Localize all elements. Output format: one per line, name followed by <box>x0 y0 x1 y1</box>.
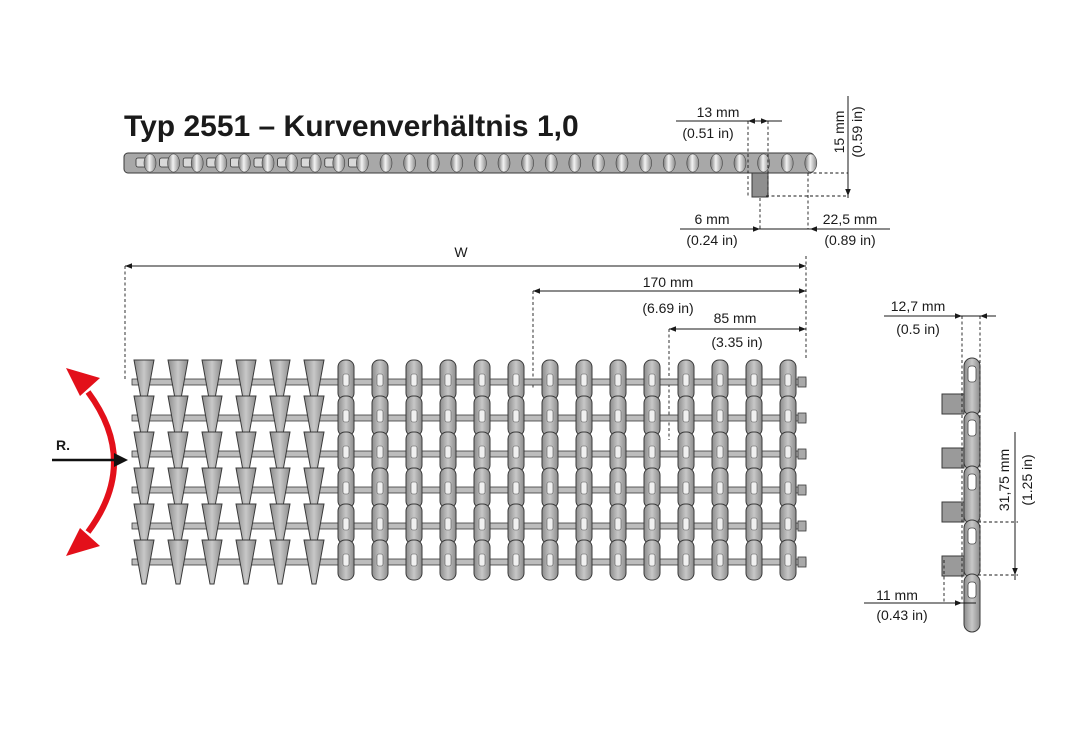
belt-link-slot <box>445 554 451 566</box>
belt-link-slot <box>343 518 349 530</box>
belt-link-slot <box>717 446 723 458</box>
height-in-label: (0.59 in) <box>849 106 865 158</box>
profile-roller <box>144 154 156 172</box>
pitch-in-label: (1.25 in) <box>1019 454 1035 506</box>
curve-arrow-group <box>52 368 128 556</box>
module-mm-label: 170 mm <box>642 274 694 290</box>
belt-link-slot <box>751 374 757 386</box>
belt-link-slot <box>683 518 689 530</box>
belt-link-slot <box>445 518 451 530</box>
belt-link-slot <box>717 554 723 566</box>
width-label: W <box>454 244 468 260</box>
belt-link-slot <box>343 446 349 458</box>
belt-link-slot <box>683 554 689 566</box>
belt-link-slot <box>581 518 587 530</box>
profile-roller <box>734 154 746 172</box>
belt-link-slot <box>377 374 383 386</box>
curve-arrow-head-top <box>66 368 100 396</box>
belt-link-slot <box>445 410 451 422</box>
page-title: Typ 2551 – Kurvenverhältnis 1,0 <box>124 110 579 143</box>
belt-edge-cap <box>798 377 806 387</box>
belt-link-slot <box>445 482 451 494</box>
profile-roller <box>333 154 345 172</box>
belt-link-slot <box>717 374 723 386</box>
belt-link-slot <box>547 554 553 566</box>
belt-link-slot <box>547 518 553 530</box>
belt-link-slot <box>717 410 723 422</box>
belt-plan-view <box>132 360 806 584</box>
profile-roller <box>380 154 392 172</box>
chain-link-hole <box>968 420 976 436</box>
side-width-in-label: (0.5 in) <box>896 321 940 337</box>
belt-link-slot <box>411 482 417 494</box>
profile-roller <box>498 154 510 172</box>
chain-link-hole <box>968 528 976 544</box>
profile-roller <box>522 154 534 172</box>
belt-link-slot <box>751 482 757 494</box>
double-headed-curved-arrow-icon <box>88 392 114 532</box>
chain-link-hole <box>968 474 976 490</box>
profile-roller <box>474 154 486 172</box>
belt-link-slot <box>513 482 519 494</box>
belt-edge-cap <box>798 521 806 531</box>
belt-link-slot <box>513 518 519 530</box>
belt-link-slot <box>581 446 587 458</box>
belt-link-slot <box>581 374 587 386</box>
profile-roller <box>805 154 817 172</box>
profile-roller <box>545 154 557 172</box>
belt-link-slot <box>785 446 791 458</box>
belt-link-slot <box>683 482 689 494</box>
profile-roller <box>238 154 250 172</box>
depth-mm-label: 22,5 mm <box>822 211 878 227</box>
profile-roller <box>451 154 463 172</box>
half-module-mm-label: 85 mm <box>713 310 757 326</box>
belt-link-slot <box>581 410 587 422</box>
belt-link-slot <box>411 554 417 566</box>
profile-roller <box>710 154 722 172</box>
belt-link-slot <box>343 482 349 494</box>
offset-mm-label: 6 mm <box>694 211 730 227</box>
belt-link-slot <box>615 482 621 494</box>
chain-guide-flap <box>942 556 964 576</box>
belt-link-slot <box>377 554 383 566</box>
belt-link-slot <box>785 410 791 422</box>
belt-link-slot <box>615 374 621 386</box>
chain-guide-flap <box>942 448 964 468</box>
top-profile-view <box>124 153 817 197</box>
belt-link-slot <box>649 446 655 458</box>
belt-link-slot <box>717 482 723 494</box>
profile-roller <box>191 154 203 172</box>
belt-link-slot <box>445 374 451 386</box>
belt-link-slot <box>785 482 791 494</box>
profile-roller <box>687 154 699 172</box>
profile-roller <box>427 154 439 172</box>
belt-link-slot <box>343 410 349 422</box>
belt-link-slot <box>411 446 417 458</box>
profile-roller <box>616 154 628 172</box>
belt-link-slot <box>649 518 655 530</box>
belt-link-slot <box>785 518 791 530</box>
profile-roller <box>569 154 581 172</box>
belt-link-slot <box>513 446 519 458</box>
side-width-mm-label: 12,7 mm <box>890 298 946 314</box>
belt-link-slot <box>785 374 791 386</box>
chain-guide-flap <box>942 394 964 414</box>
belt-link-slot <box>615 554 621 566</box>
belt-rod <box>132 379 806 385</box>
profile-roller <box>640 154 652 172</box>
belt-rod <box>132 523 806 529</box>
profile-roller <box>592 154 604 172</box>
pitch-mm-label: 31,75 mm <box>996 448 1012 512</box>
belt-link-slot <box>547 410 553 422</box>
half-module-in-label: (3.35 in) <box>711 334 763 350</box>
profile-roller <box>262 154 274 172</box>
radius-label: R. <box>56 437 70 453</box>
module-in-label: (6.69 in) <box>642 300 694 316</box>
belt-link-slot <box>513 374 519 386</box>
belt-edge-cap <box>798 485 806 495</box>
belt-link-slot <box>547 482 553 494</box>
width-dimensions <box>125 244 806 440</box>
chain-link-hole <box>968 582 976 598</box>
belt-rod <box>132 559 806 565</box>
curve-arrow-head-bottom <box>66 528 100 556</box>
belt-link-slot <box>513 554 519 566</box>
belt-link-slot <box>615 518 621 530</box>
belt-link-slot <box>649 410 655 422</box>
belt-link-slot <box>411 518 417 530</box>
belt-link-slot <box>377 410 383 422</box>
belt-link-slot <box>479 374 485 386</box>
belt-link-slot <box>581 482 587 494</box>
belt-rod <box>132 415 806 421</box>
profile-roller <box>309 154 321 172</box>
belt-edge-cap <box>798 413 806 423</box>
belt-link-slot <box>751 410 757 422</box>
top-width-in-label: (0.51 in) <box>682 125 734 141</box>
radius-arrow-head <box>114 453 128 467</box>
profile-roller <box>286 154 298 172</box>
belt-rod <box>132 487 806 493</box>
belt-link-slot <box>683 446 689 458</box>
belt-link-slot <box>377 518 383 530</box>
belt-rod <box>132 451 806 457</box>
profile-roller <box>404 154 416 172</box>
side-chain-view <box>942 358 980 632</box>
bottom-mm-label: 11 mm <box>876 587 918 603</box>
chain-link-hole <box>968 366 976 382</box>
profile-roller <box>356 154 368 172</box>
belt-link-slot <box>411 374 417 386</box>
belt-link-slot <box>377 482 383 494</box>
bottom-in-label: (0.43 in) <box>876 607 928 623</box>
belt-link-slot <box>445 446 451 458</box>
belt-link-slot <box>615 410 621 422</box>
belt-link-slot <box>751 518 757 530</box>
belt-link-slot <box>581 554 587 566</box>
belt-link-slot <box>377 446 383 458</box>
profile-roller <box>663 154 675 172</box>
profile-guide-tab <box>752 173 768 197</box>
belt-link-slot <box>479 554 485 566</box>
belt-link-slot <box>649 554 655 566</box>
belt-link-slot <box>717 518 723 530</box>
belt-link-slot <box>615 446 621 458</box>
belt-link-slot <box>649 374 655 386</box>
belt-link-slot <box>479 446 485 458</box>
belt-link-slot <box>683 410 689 422</box>
belt-edge-cap <box>798 449 806 459</box>
profile-roller <box>781 154 793 172</box>
belt-link-slot <box>343 554 349 566</box>
height-mm-label: 15 mm <box>831 110 847 154</box>
belt-link-slot <box>411 410 417 422</box>
belt-link-slot <box>547 446 553 458</box>
belt-link-slot <box>343 374 349 386</box>
belt-link-slot <box>479 482 485 494</box>
belt-link-slot <box>683 374 689 386</box>
belt-link-slot <box>479 518 485 530</box>
offset-in-label: (0.24 in) <box>686 232 738 248</box>
belt-link-slot <box>547 374 553 386</box>
belt-link-slot <box>649 482 655 494</box>
chain-guide-flap <box>942 502 964 522</box>
profile-roller <box>168 154 180 172</box>
top-width-mm-label: 13 mm <box>696 104 740 120</box>
belt-edge-cap <box>798 557 806 567</box>
belt-link-slot <box>751 446 757 458</box>
belt-link-slot <box>479 410 485 422</box>
belt-link-slot <box>513 410 519 422</box>
profile-roller <box>215 154 227 172</box>
belt-link-slot <box>751 554 757 566</box>
belt-link-slot <box>785 554 791 566</box>
depth-in-label: (0.89 in) <box>824 232 876 248</box>
